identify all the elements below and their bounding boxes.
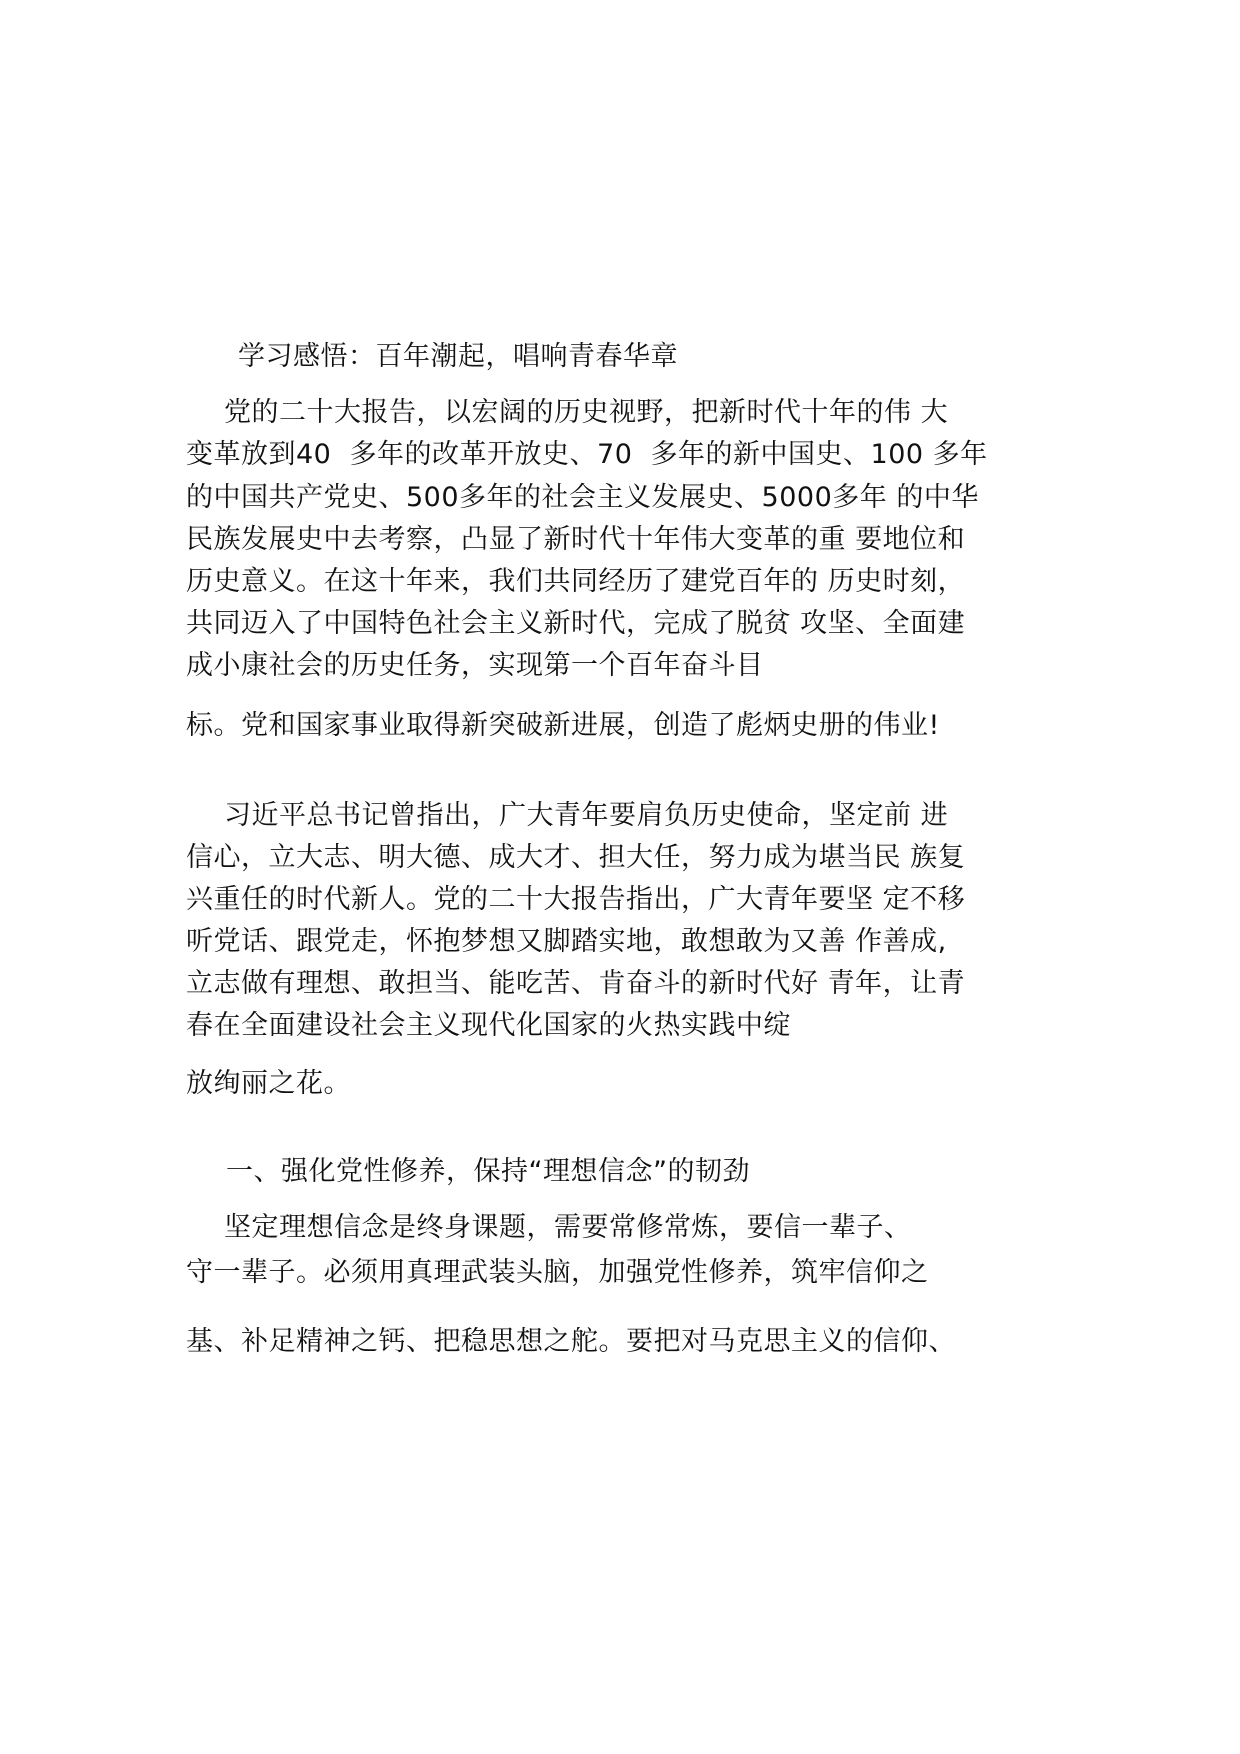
paragraph-1-tail: 标。党和国家事业取得新突破新进展，创造了彪炳史册的伟业! — [186, 710, 940, 741]
paragraph-1-line-3: 的中国共产党史、500多年的社会主义发展史、5000多年 的中华 — [186, 482, 979, 513]
paragraph-2-tail: 放绚丽之花。 — [186, 1068, 351, 1099]
paragraph-2-line-1: 习近平总书记曾指出，广大青年要肩负历史使命，坚定前 进 — [224, 800, 949, 831]
paragraph-2-line-6: 春在全面建设社会主义现代化国家的火热实践中绽 — [186, 1010, 791, 1041]
section-1-tail: 基、补足精神之钙、把稳思想之舵。要把对马克思主义的信仰、 — [186, 1326, 956, 1357]
paragraph-1-line-5: 历史意义。在这十年来，我们共同经历了建党百年的 历史时刻， — [186, 566, 966, 597]
section-1-heading: 一、强化党性修养，保持“理想信念”的韧劲 — [226, 1156, 750, 1187]
paragraph-2-line-4: 听党话、跟党走，怀抱梦想又脚踏实地，敢想敢为又善 作善成, — [186, 926, 947, 957]
paragraph-1-line-2: 变革放到40 多年的改革开放史、70 多年的新中国史、100 多年 — [186, 439, 988, 470]
document-title: 学习感悟：百年潮起，唱响青春华章 — [238, 341, 678, 372]
section-1-line-2: 守一辈子。必须用真理武装头脑，加强党性修养，筑牢信仰之 — [186, 1257, 929, 1288]
paragraph-1-line-4: 民族发展史中去考察，凸显了新时代十年伟大变革的重 要地位和 — [186, 524, 966, 555]
paragraph-2-line-3: 兴重任的时代新人。党的二十大报告指出，广大青年要坚 定不移 — [186, 884, 966, 915]
paragraph-1-line-1: 党的二十大报告，以宏阔的历史视野，把新时代十年的伟 大 — [224, 397, 949, 428]
paragraph-1-line-7: 成小康社会的历史任务，实现第一个百年奋斗目 — [186, 650, 764, 681]
paragraph-1-line-6: 共同迈入了中国特色社会主义新时代，完成了脱贫 攻坚、全面建 — [186, 608, 966, 639]
paragraph-2-line-2: 信心，立大志、明大德、成大才、担大任，努力成为堪当民 族复 — [186, 842, 966, 873]
section-1-line-1: 坚定理想信念是终身课题，需要常修常炼，要信一辈子、 — [224, 1212, 912, 1243]
paragraph-2-line-5: 立志做有理想、敢担当、能吃苦、肯奋斗的新时代好 青年，让青 — [186, 968, 966, 999]
